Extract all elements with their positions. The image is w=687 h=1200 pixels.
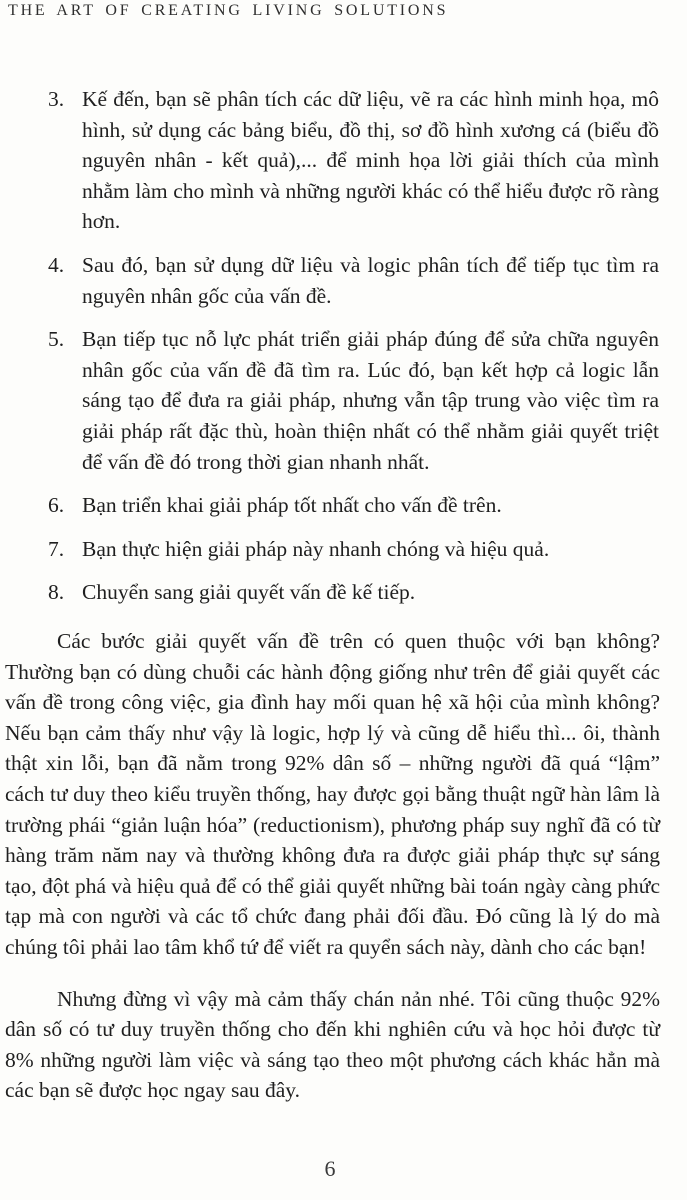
list-item-text: Bạn thực hiện giải pháp này nhanh chóng và hiệu quả.	[82, 536, 550, 561]
list-item-number: 5.	[48, 327, 65, 352]
list-item-text: Sau đó, bạn sử dụng dữ liệu và logic phân tích để tiếp tục tìm ra nguyên nhân gốc của vấn đề.	[82, 252, 659, 308]
page-number: 6	[324, 1156, 336, 1181]
list-item	[48, 490, 659, 521]
running-head: THE ART OF CREATING LIVING SOLUTIONS	[8, 2, 449, 19]
paragraph: Nhưng đừng vì vậy mà cảm thấy chán nản nhé. Tôi cũng thuộc 92% dân số có tư duy truyền thống cho đến khi nghiên cứu và học hỏi được từ 8% những người làm việc và sáng tạo theo một phương cách khác hẳn mà các bạn sẽ được học ngay sau đây.	[5, 986, 660, 1103]
paragraph: Các bước giải quyết vấn đề trên có quen thuộc với bạn không? Thường bạn có dùng chuỗi các hành động giống như trên để giải quyết các vấn đề trong công việc, gia đình hay mối quan hệ xã hội của mình không? Nếu bạn cảm thấy như vậy là logic, hợp lý và cũng dễ hiểu thì... ôi, thành thật xin lỗi, bạn đã nằm trong 92% dân số – những người đã quá “lậm” cách tư duy theo kiểu truyền thống, hay được gọi bằng thuật ngữ hàn lâm là trường phái “giản luận hóa” (reductionism), phương pháp suy nghĩ đã có từ hàng trăm năm nay và thường không đưa ra được giải pháp thực sự sáng tạo, đột phá và hiệu quả để có thể giải quyết những bài toán ngày càng phức tạp mà con người và các tổ chức đang phải đối đầu. Đó cũng là lý do mà chúng tôi phải lao tâm khổ tứ để viết ra quyển sách này, dành cho các bạn!	[5, 629, 660, 959]
body-text	[5, 626, 660, 1127]
list-item-number: 6.	[48, 493, 65, 518]
list-item	[48, 534, 659, 565]
list-item-text: Chuyển sang giải quyết vấn đề kế tiếp.	[82, 580, 416, 605]
numbered-step-list	[48, 84, 659, 621]
list-item-text: Bạn tiếp tục nỗ lực phát triển giải pháp đúng để sửa chữa nguyên nhân gốc của vấn đề đã tìm ra. Lúc đó, bạn kết hợp cả logic lẫn sáng tạo để đưa ra giải pháp, nhưng vẫn tập trung vào việc tìm ra giải pháp rất đặc thù, hoàn thiện nhất có thể nhằm giải quyết triệt để vấn đề đó trong thời gian nhanh nhất.	[82, 327, 659, 474]
list-item-number: 3.	[48, 87, 65, 111]
list-item-text: Kế đến, bạn sẽ phân tích các dữ liệu, vẽ ra các hình minh họa, mô hình, sử dụng các bảng biểu, đồ thị, sơ đồ hình xương cá (biểu đồ nguyên nhân - kết quả),... để minh họa lời giải thích của mình nhằm làm cho mình và những người khác có thể hiểu được rõ ràng hơn.	[82, 87, 659, 234]
list-item	[48, 84, 659, 237]
list-item	[48, 250, 659, 311]
list-item-number: 8.	[48, 580, 65, 605]
list-item	[48, 324, 659, 477]
list-item-text: Bạn triển khai giải pháp tốt nhất cho vấn đề trên.	[82, 493, 502, 518]
list-item-number: 4.	[48, 252, 65, 277]
list-item-number: 7.	[48, 536, 65, 561]
list-item	[48, 577, 659, 608]
